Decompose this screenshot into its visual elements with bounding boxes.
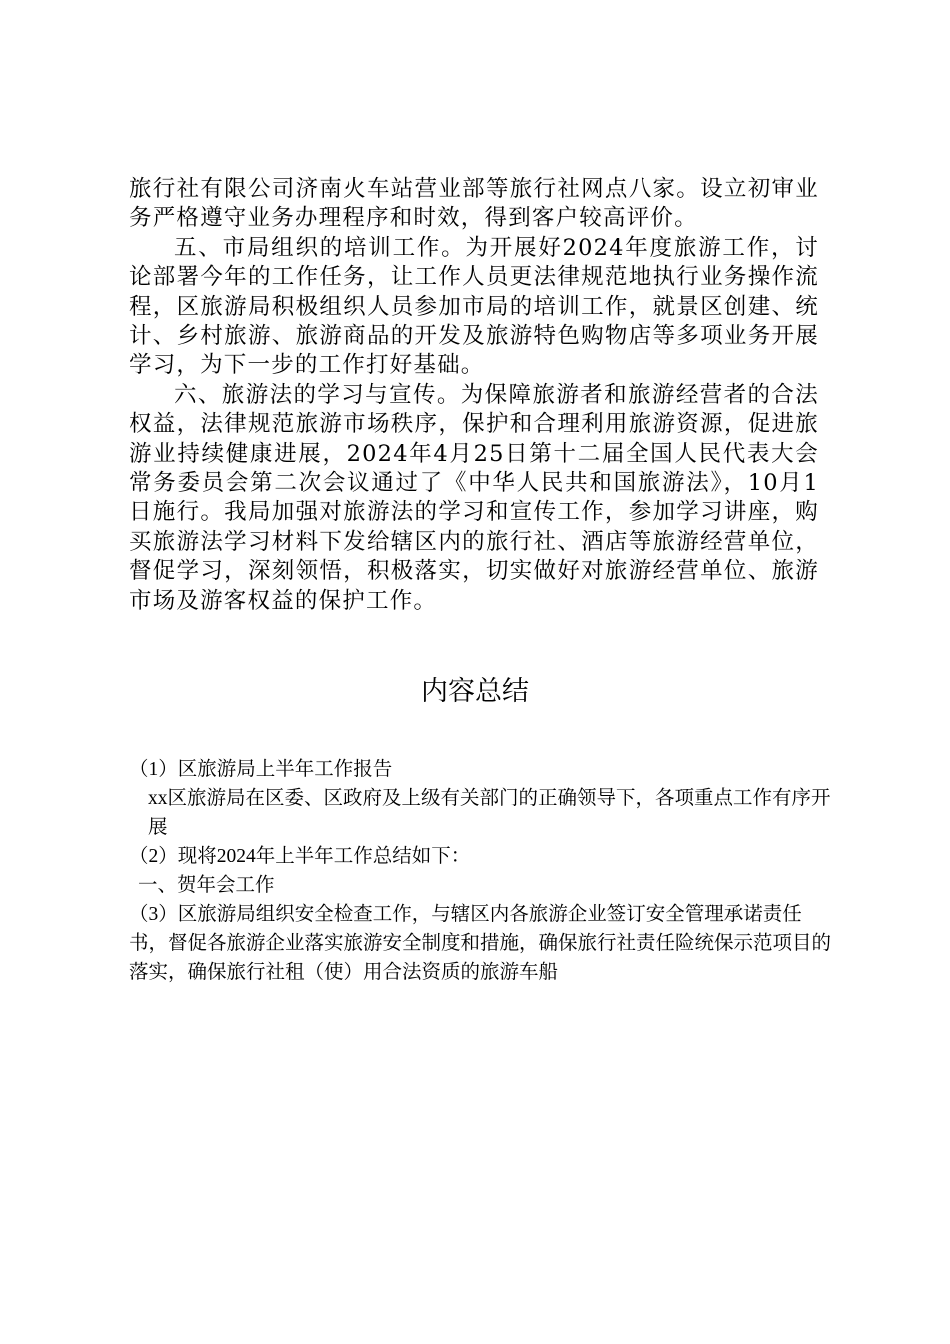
summary-item: （2）现将2024年上半年工作总结如下： (129, 846, 471, 867)
summary-item: 一、贺年会工作 (138, 875, 275, 896)
summary-item: xx区旅游局在区委、区政府及上级有关部门的正确领导下，各项重点工作有序开展 (148, 788, 831, 838)
summary-item: （3）区旅游局组织安全检查工作，与辖区内各旅游企业签订安全管理承诺责任书，督促各旅游企业落实旅游安全制度和措施，确保旅行社责任险统保示范项目的落实，确保旅行社租（使）用合法资质的旅游车船 (129, 904, 832, 983)
paragraph-tourism-law: 六、旅游法的学习与宣传。为保障旅游者和旅游经营者的合法权益，法律规范旅游市场秩序，保护和合理利用旅游资源，促进旅游业持续健康进展，2024年4月25日第十二届全国人民代表大会常务委员会第二次会议通过了《中华人民共和国旅游法》，10月1日施行。我局加强对旅游法的学习和宣传工作，参加学习讲座，购买旅游法学习材料下发给辖区内的旅行社、酒店等旅游经营单位，督促学习，深刻领悟，积极落实，切实做好对旅游经营单位、旅游市场及游客权益的保护工作。 (129, 381, 819, 614)
document-body (129, 175, 819, 616)
summary-item: （1）区旅游局上半年工作报告 (129, 759, 393, 780)
summary-section (129, 755, 834, 987)
paragraph-continuation: 旅行社有限公司济南火车站营业部等旅行社网点八家。设立初审业务严格遵守业务办理程序和时效，得到客户较高评价。 (129, 176, 819, 232)
paragraph-training: 五、市局组织的培训工作。为开展好2024年度旅游工作，讨论部署今年的工作任务，让工作人员更法律规范地执行业务操作流程，区旅游局积极组织人员参加市局的培训工作，就景区创建、统计、乡村旅游、旅游商品的开发及旅游特色购物店等多项业务开展学习，为下一步的工作打好基础。 (129, 234, 819, 379)
summary-title: 内容总结 (421, 676, 529, 707)
